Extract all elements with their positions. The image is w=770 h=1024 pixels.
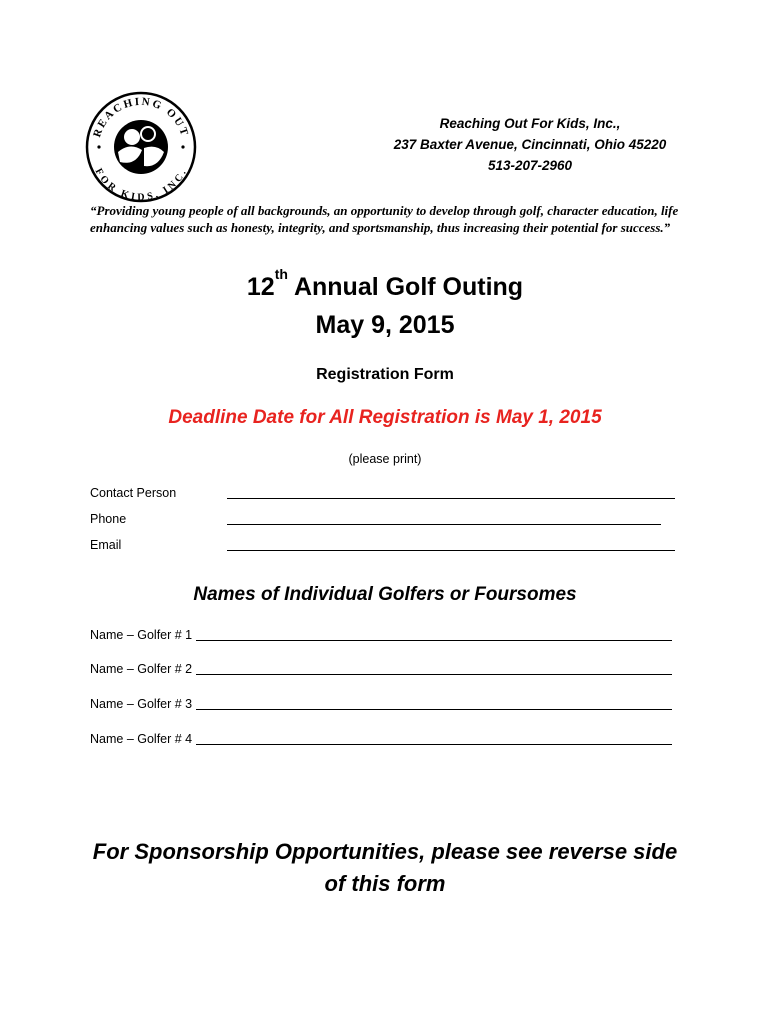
organization-phone: 513-207-2960 [487, 158, 573, 173]
golfer-3-label: Name – Golfer # 3 [90, 697, 193, 711]
golfer-4-label: Name – Golfer # 4 [90, 732, 193, 746]
print-note: (please print) [348, 452, 422, 466]
golfer-1-label: Name – Golfer # 1 [90, 628, 193, 642]
golfer-4-field[interactable] [196, 730, 672, 745]
email-row [90, 536, 676, 554]
organization-name: Reaching Out For Kids, Inc., [439, 116, 621, 131]
golfer-3-field[interactable] [196, 695, 672, 710]
email-label: Email [90, 538, 122, 552]
sponsorship-line-2: of this form [324, 871, 446, 896]
golfer-2-field[interactable] [196, 660, 672, 675]
phone-label: Phone [90, 512, 127, 526]
contact-person-label: Contact Person [90, 486, 177, 500]
event-title [0, 268, 770, 344]
phone-row [90, 510, 676, 528]
golfer-row-2 [90, 660, 674, 678]
golfer-row-4 [90, 730, 674, 748]
sponsorship-note [0, 836, 770, 900]
event-number: 12 [246, 273, 275, 301]
golfer-2-label: Name – Golfer # 2 [90, 662, 193, 676]
contact-person-row [90, 484, 676, 502]
mission-statement: “Providing young people of all backgrounds, an opportunity to develop through golf, character education, life enhancing values such as honesty, integrity, and sportsmanship, thus increasing their potential for success.” [90, 203, 679, 235]
contact-person-field[interactable] [227, 484, 675, 499]
golfer-row-3 [90, 695, 674, 713]
svg-text:FOR KIDS, INC.: FOR KIDS, INC. [92, 166, 190, 204]
svg-text:REACHING OUT: REACHING OUT [91, 95, 191, 139]
organization-header [380, 113, 680, 176]
sponsorship-line-1: For Sponsorship Opportunities, please see reverse side [92, 839, 678, 864]
reaching-out-for-kids-logo [84, 90, 198, 204]
organization-address: 237 Baxter Avenue, Cincinnati, Ohio 45220 [393, 137, 667, 152]
deadline-notice: Deadline Date for All Registration is May 1, 2015 [168, 407, 602, 428]
event-ordinal-suffix: th [274, 266, 288, 282]
form-title: Registration Form [316, 366, 454, 383]
golfer-1-field[interactable] [196, 626, 672, 641]
golfer-row-1 [90, 626, 674, 644]
golfers-heading: Names of Individual Golfers or Foursomes [193, 584, 577, 605]
event-title-text: Annual Golf Outing [293, 273, 524, 301]
event-date: May 9, 2015 [315, 311, 455, 339]
email-field[interactable] [227, 536, 675, 551]
phone-field[interactable] [227, 510, 661, 525]
